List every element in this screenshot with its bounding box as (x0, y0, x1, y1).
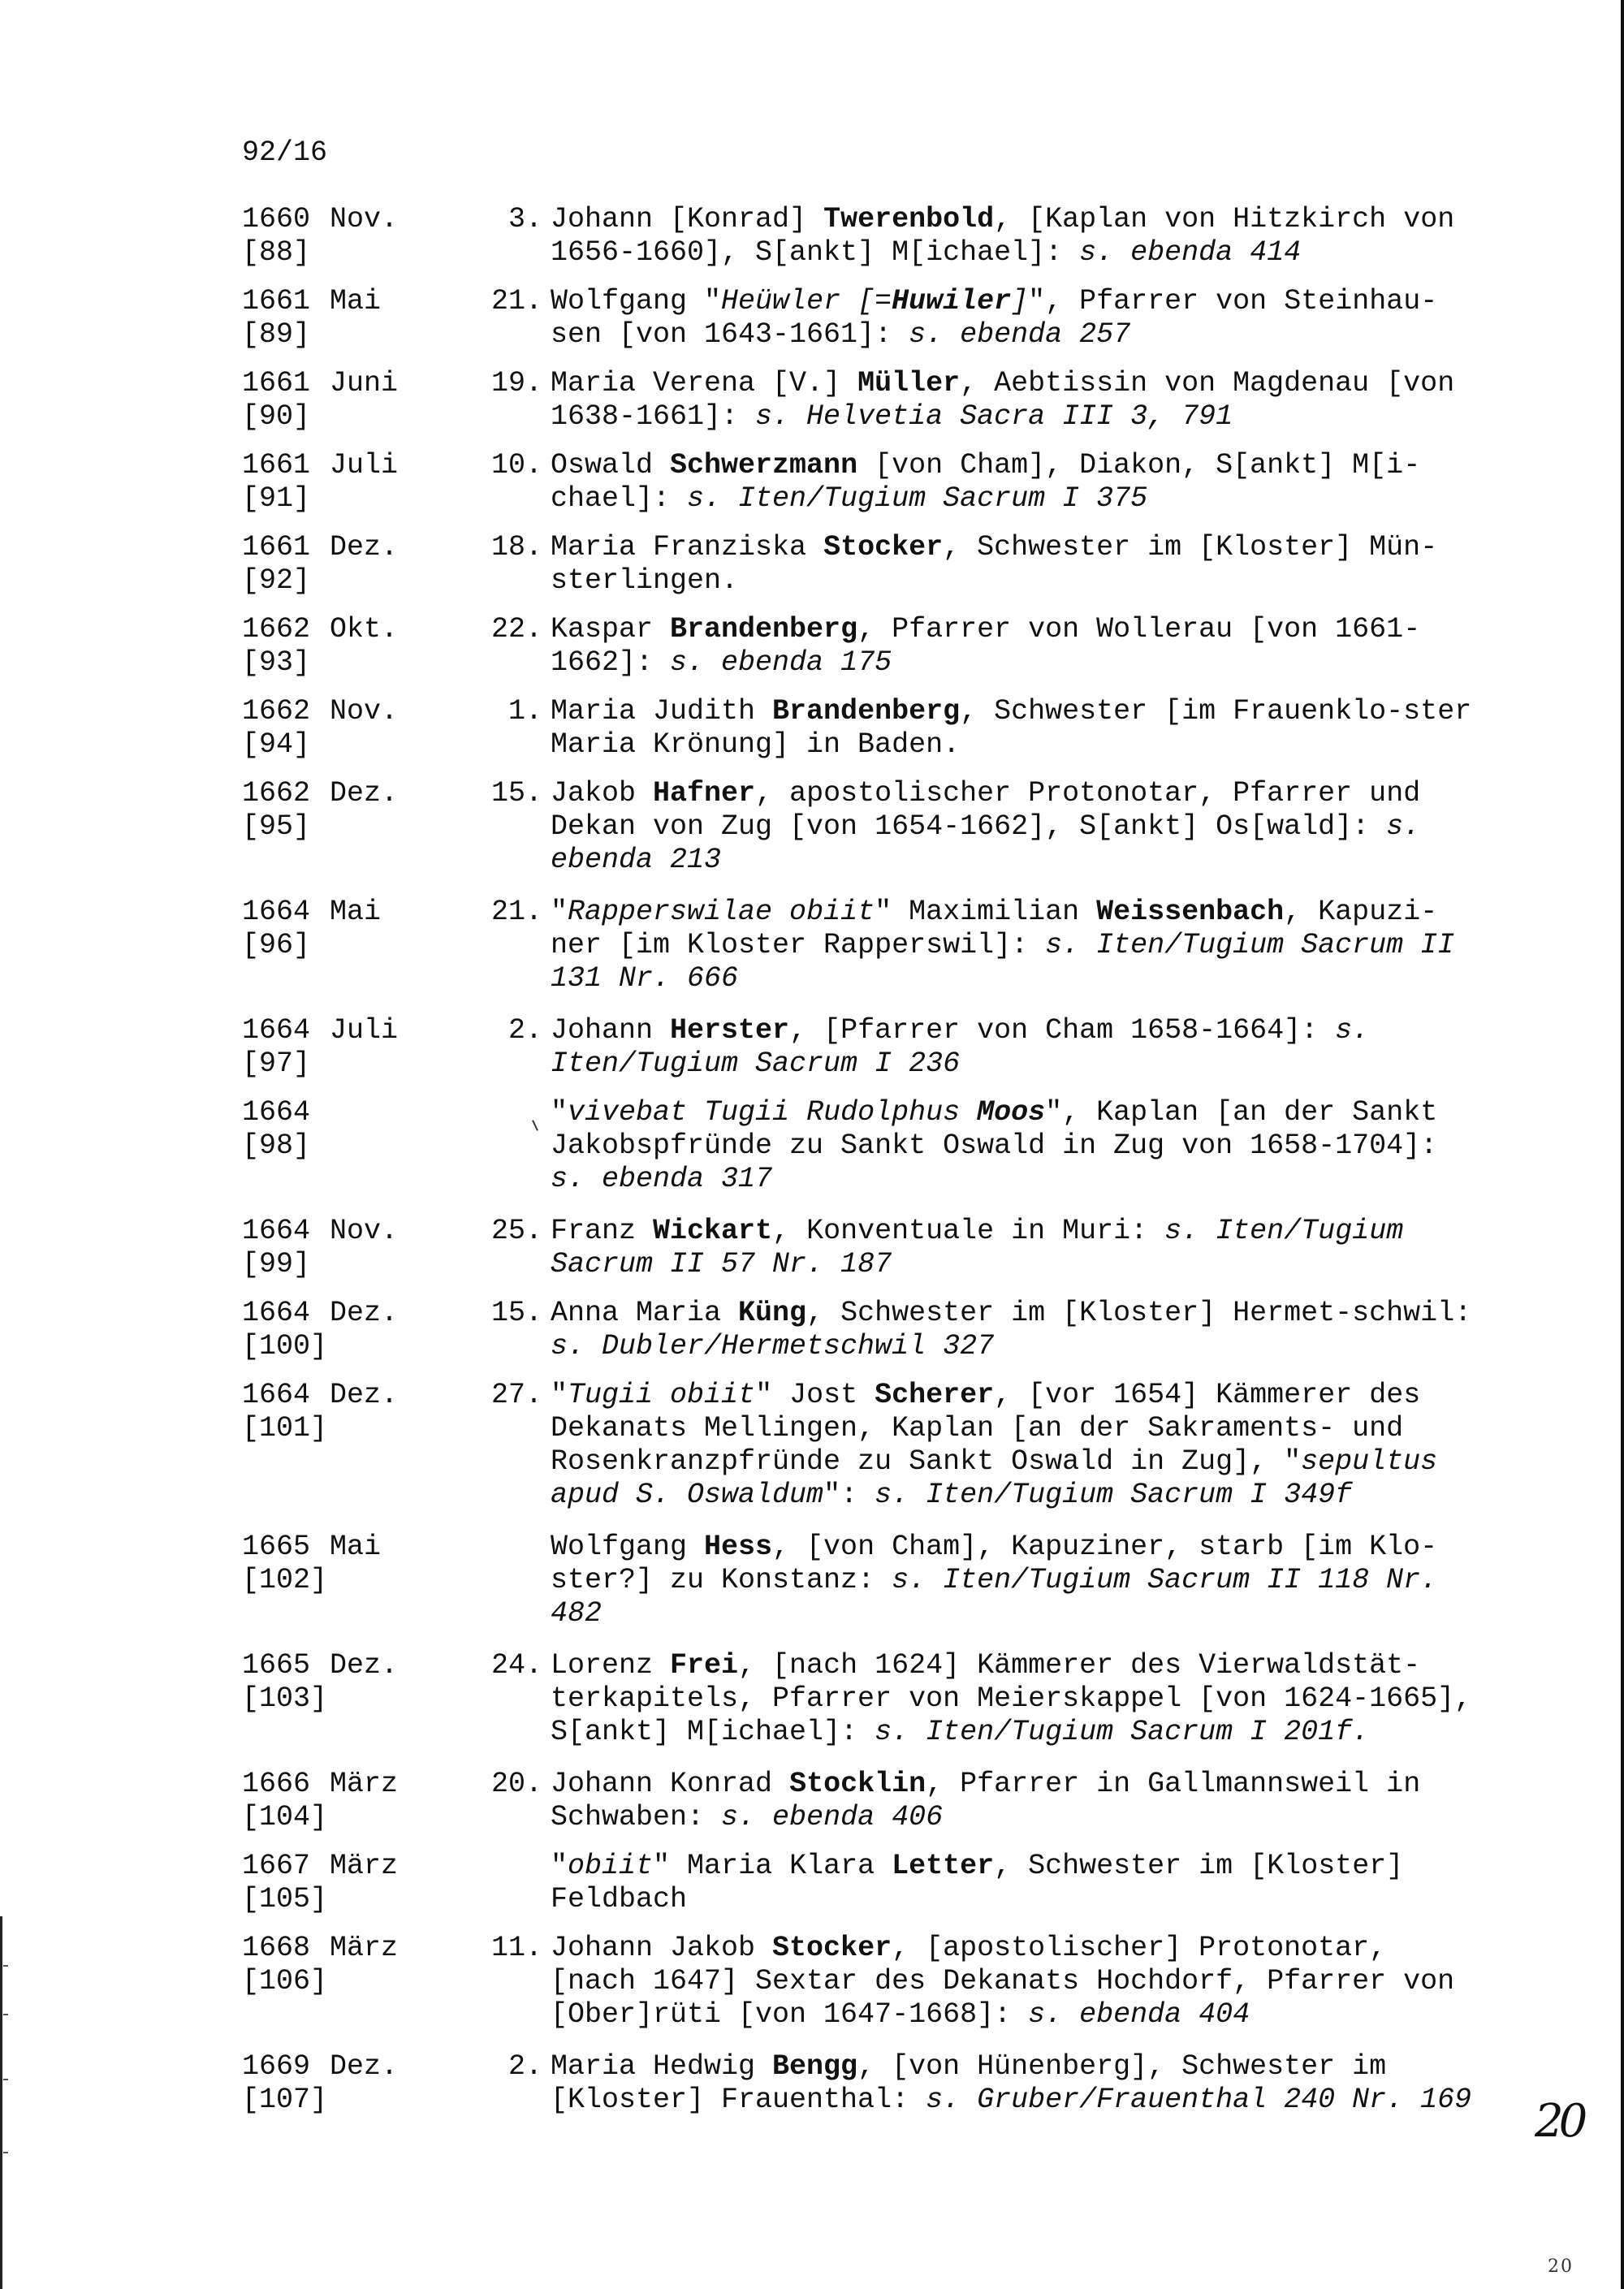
entry (242, 777, 1476, 877)
entry-day: 15. (490, 777, 542, 810)
entry-day: 22. (490, 613, 542, 646)
entry-number: [102] (242, 1564, 328, 1596)
entry-number: [88] (242, 236, 311, 269)
entry-month: Juli (330, 1014, 399, 1047)
entry (242, 2050, 1476, 2117)
surname: Hafner (653, 777, 756, 810)
entry-month: Mai (330, 1531, 382, 1563)
entry-date (242, 777, 542, 844)
entry-day: 18. (490, 531, 542, 564)
entry-month: Dez. (330, 2050, 399, 2083)
entry-text: Maria Verena [V.] Müller, Aebtissin von Magdenau [von 1638-1661]: s. Helvetia Sacra III 3, 791 (551, 367, 1455, 433)
entry-date (242, 285, 542, 352)
entry-month: Dez. (330, 1379, 399, 1411)
entry-text: Anna Maria Küng, Schwester im [Kloster] Hermet-schwil: s. Dubler/Hermetschwil 327 (551, 1297, 1472, 1363)
entry-year: 1662 (242, 613, 311, 646)
entry-text: Kaspar Brandenberg, Pfarrer von Wollerau [von 1661-1662]: s. ebenda 175 (551, 613, 1421, 679)
scan-speck (3, 2079, 8, 2080)
surname: Hess (704, 1531, 773, 1563)
entry (242, 203, 1476, 270)
reference: s. Iten/Tugium Sacrum II 131 Nr. 666 (551, 929, 1455, 995)
entry-date (242, 1379, 542, 1445)
surname: Brandenberg (670, 613, 858, 646)
entry-text: Franz Wickart, Konventuale in Muri: s. Iten/Tugium Sacrum II 57 Nr. 187 (551, 1215, 1404, 1281)
entry-month: Mai (330, 896, 382, 928)
entry-text: Maria Franziska Stocker, Schwester im [Kloster] Mün-sterlingen. (551, 531, 1438, 597)
entry-month: März (330, 1932, 399, 1964)
entry-text: "vivebat Tugii Rudolphus Moos", Kaplan [an der Sankt Jakobspfründe zu Sankt Oswald in Zug von 1658-1704]: s. ebenda 317 (551, 1096, 1438, 1195)
entry (242, 285, 1476, 352)
reference: sepultus apud S. Oswaldum (551, 1445, 1438, 1511)
entry-year: 1661 (242, 367, 311, 399)
entry-day: 21. (490, 896, 542, 928)
reference: s. Iten/Tugium Sacrum I 349f (875, 1479, 1353, 1511)
entry-text: Jakob Hafner, apostolischer Protonotar, Pfarrer und Dekan von Zug [von 1654-1662], S[ankt] Os[wald]: s. ebenda 213 (551, 777, 1421, 876)
reference: ] (1011, 285, 1029, 317)
entry-number: [96] (242, 929, 311, 961)
surname: Stocklin (789, 1768, 926, 1800)
entry (242, 613, 1476, 680)
entry (242, 896, 1476, 995)
entry-day: 3. (508, 203, 542, 235)
entry-text: Johann Herster, [Pfarrer von Cham 1658-1664]: s. Iten/Tugium Sacrum I 236 (551, 1014, 1370, 1080)
entry (242, 1768, 1476, 1834)
entry-number: [103] (242, 1682, 328, 1715)
entry-text: Maria Judith Brandenberg, Schwester [im Frauenklo-ster Maria Krönung] in Baden. (551, 695, 1472, 761)
entry-year: 1661 (242, 449, 311, 482)
page-reference: 92/16 (242, 136, 328, 169)
reference: s. Iten/Tugium Sacrum I 201f. (875, 1716, 1370, 1748)
entry-year: 1664 (242, 1297, 311, 1329)
reference: s. ebenda 213 (551, 810, 1421, 876)
entry-year: 1669 (242, 2050, 311, 2083)
entry-day: 15. (490, 1297, 542, 1329)
reference: Tugii obiit (568, 1379, 756, 1411)
entry-year: 1666 (242, 1768, 311, 1800)
reference: vivebat Tugii Rudolphus (568, 1096, 978, 1129)
entry-date (242, 1531, 542, 1597)
entry-year: 1664 (242, 1096, 311, 1129)
entry-day: 24. (490, 1649, 542, 1682)
surname: Weissenbach (1096, 896, 1285, 928)
entry-number: [91] (242, 482, 311, 515)
entry-year: 1664 (242, 1014, 311, 1047)
entry-date (242, 1850, 542, 1916)
entry-date (242, 1297, 542, 1363)
reference: s. ebenda 317 (551, 1163, 773, 1195)
entry-month: März (330, 1768, 399, 1800)
entry (242, 1215, 1476, 1281)
entry-day: 20. (490, 1768, 542, 1800)
reference: s. ebenda 414 (1079, 236, 1302, 269)
entry-day: 11. (490, 1932, 542, 1964)
entry-number: [105] (242, 1883, 328, 1915)
surname: Huwiler (892, 285, 1012, 317)
scan-edge-right (1621, 0, 1624, 2289)
entry (242, 1531, 1476, 1630)
entry-text: Johann Jakob Stocker, [apostolischer] Protonotar, [nach 1647] Sextar des Dekanats Hochdorf, Pfarrer von [Ober]rüti [von 1647-1668]: s. ebenda 404 (551, 1932, 1455, 2031)
entry-year: 1660 (242, 203, 311, 235)
entry-year: 1664 (242, 1379, 311, 1411)
surname: Twerenbold (823, 203, 995, 235)
entry-number: [101] (242, 1412, 328, 1445)
entry-number: [90] (242, 400, 311, 433)
entry (242, 1649, 1476, 1749)
entry-day: 2. (508, 2050, 542, 2083)
entry-number: [92] (242, 564, 311, 597)
surname: Scherer (875, 1379, 995, 1411)
surname: Herster (670, 1014, 790, 1047)
reference: s. Helvetia Sacra III 3, 791 (755, 400, 1233, 433)
surname: Stocker (823, 531, 944, 564)
entry-month: Dez. (330, 1649, 399, 1682)
surname: Letter (892, 1850, 995, 1882)
entry-list (242, 203, 1476, 2117)
surname: Brandenberg (772, 695, 961, 728)
surname: Frei (670, 1649, 739, 1682)
entry (242, 1379, 1476, 1512)
entry-text: Lorenz Frei, [nach 1624] Kämmerer des Vierwaldstät-terkapitels, Pfarrer von Meierskappel [von 1624-1665], S[ankt] M[ichael]: s. Iten/Tugium Sacrum I 201f. (551, 1649, 1472, 1748)
entry-number: [100] (242, 1330, 328, 1363)
reference: s. Iten/Tugium Sacrum I 375 (687, 482, 1148, 515)
entry-number: [93] (242, 646, 311, 679)
surname: Wickart (653, 1215, 773, 1247)
entry-number: [95] (242, 810, 311, 843)
entry-date (242, 1014, 542, 1081)
entry (242, 1850, 1476, 1916)
entry-year: 1665 (242, 1649, 311, 1682)
entry-day: 1. (508, 695, 542, 728)
scan-speck (3, 2014, 8, 2015)
entry-date (242, 449, 542, 516)
entry-year: 1665 (242, 1531, 311, 1563)
reference: Heüwler [= (721, 285, 892, 317)
entry-year: 1664 (242, 896, 311, 928)
entry-month: Dez. (330, 1297, 399, 1329)
entry-date (242, 1649, 542, 1716)
entry (242, 449, 1476, 516)
entry (242, 1014, 1476, 1081)
entry-date (242, 1768, 542, 1834)
entry-date (242, 1215, 542, 1281)
surname: Schwerzmann (670, 449, 858, 482)
reference: s. Gruber/Frauenthal 240 Nr. 169 (926, 2084, 1472, 2116)
entry-number: [94] (242, 728, 311, 761)
entry-month: Dez. (330, 531, 399, 564)
entry-year: 1668 (242, 1932, 311, 1964)
entry-text: Wolfgang Hess, [von Cham], Kapuziner, starb [im Klo-ster?] zu Konstanz: s. Iten/Tugium Sacrum II 118 Nr. 482 (551, 1531, 1438, 1630)
surname: Moos (977, 1096, 1046, 1129)
entry-text: Johann [Konrad] Twerenbold, [Kaplan von Hitzkirch von 1656-1660], S[ankt] M[ichael]: s. ebenda 414 (551, 203, 1455, 269)
surname: Küng (738, 1297, 807, 1329)
reference: s. Dubler/Hermetschwil 327 (551, 1330, 995, 1363)
entry (242, 1096, 1476, 1196)
entry-year: 1661 (242, 285, 311, 317)
page-number-small: 20 (1548, 2257, 1574, 2277)
surname: Stocker (772, 1932, 892, 1964)
scan-speck (3, 2152, 8, 2153)
entry-text: Oswald Schwerzmann [von Cham], Diakon, S[ankt] M[i-chael]: s. Iten/Tugium Sacrum I 375 (551, 449, 1421, 515)
entry (242, 531, 1476, 598)
reference: s. ebenda 406 (721, 1801, 944, 1833)
entry-year: 1667 (242, 1850, 311, 1882)
entry-date (242, 203, 542, 270)
entry-month: Dez. (330, 777, 399, 810)
entry-day: 19. (490, 367, 542, 399)
entry-year: 1661 (242, 531, 311, 564)
entry-number: [97] (242, 1047, 311, 1080)
entry-text: Maria Hedwig Bengg, [von Hünenberg], Schwester im [Kloster] Frauenthal: s. Gruber/Frauenthal 240 Nr. 169 (551, 2050, 1472, 2116)
reference: s. ebenda 257 (909, 318, 1131, 351)
entry-date (242, 1096, 542, 1163)
entry (242, 695, 1476, 762)
entry-text: "Tugii obiit" Jost Scherer, [vor 1654] Kämmerer des Dekanats Mellingen, Kaplan [an der Sakraments- und Rosenkranzpfründe zu Sankt Oswald in Zug], "sepultus apud S. Oswaldum": s. Iten/Tugium Sacrum I 349f (551, 1379, 1438, 1511)
entry-day: 25. (490, 1215, 542, 1247)
entry-year: 1662 (242, 777, 311, 810)
entry-month: Nov. (330, 203, 399, 235)
entry-date (242, 531, 542, 598)
entry (242, 1932, 1476, 2032)
reference: obiit (568, 1850, 654, 1882)
entry-month: Mai (330, 285, 382, 317)
entry-date (242, 613, 542, 680)
entry-number: [98] (242, 1129, 311, 1162)
entry-number: [89] (242, 318, 311, 351)
entry-number: [106] (242, 1965, 328, 1997)
entry (242, 1297, 1476, 1363)
scan-edge-left (0, 1916, 2, 2289)
entry-month: Juni (330, 367, 399, 399)
entry-number: [107] (242, 2084, 328, 2116)
scan-speck (3, 1965, 8, 1967)
entry-month: Nov. (330, 1215, 399, 1247)
entry-date (242, 367, 542, 434)
reference: s. Iten/Tugium Sacrum II 118 Nr. 482 (551, 1564, 1438, 1630)
entry-date (242, 896, 542, 962)
reference: s. Iten/Tugium Sacrum I 236 (551, 1014, 1370, 1080)
surname: Müller (857, 367, 961, 399)
entry-day: 21. (490, 285, 542, 317)
entry-day: 2. (508, 1014, 542, 1047)
entry-month: Nov. (330, 695, 399, 728)
reference: s. Iten/Tugium Sacrum II 57 Nr. 187 (551, 1215, 1404, 1281)
entry-number: [104] (242, 1801, 328, 1833)
reference: s. ebenda 175 (670, 646, 892, 679)
entry-year: 1664 (242, 1215, 311, 1247)
entry-number: [99] (242, 1248, 311, 1281)
reference: s. ebenda 404 (1028, 1998, 1250, 2031)
entry-date (242, 695, 542, 762)
entry-month: März (330, 1850, 399, 1882)
entry-month: Okt. (330, 613, 399, 646)
page-number-stamp: 20 (1535, 2095, 1583, 2148)
surname: Bengg (772, 2050, 858, 2083)
entry-text: "obiit" Maria Klara Letter, Schwester im [Kloster] Feldbach (551, 1850, 1404, 1915)
entry-day: 27. (490, 1379, 542, 1411)
entry-year: 1662 (242, 695, 311, 728)
reference: Rapperswilae obiit (568, 896, 875, 928)
entry-text: Johann Konrad Stocklin, Pfarrer in Gallmannsweil in Schwaben: s. ebenda 406 (551, 1768, 1421, 1833)
entry-month: Juli (330, 449, 399, 482)
entry-text: "Rapperswilae obiit" Maximilian Weissenbach, Kapuzi-ner [im Kloster Rapperswil]: s. Iten/Tugium Sacrum II 131 Nr. 666 (551, 896, 1455, 995)
entry-date (242, 1932, 542, 1998)
entry-text: Wolfgang "Heüwler [=Huwiler]", Pfarrer von Steinhau-sen [von 1643-1661]: s. ebenda 257 (551, 285, 1438, 351)
entry-day: 10. (490, 449, 542, 482)
entry (242, 367, 1476, 434)
entry-date (242, 2050, 542, 2117)
